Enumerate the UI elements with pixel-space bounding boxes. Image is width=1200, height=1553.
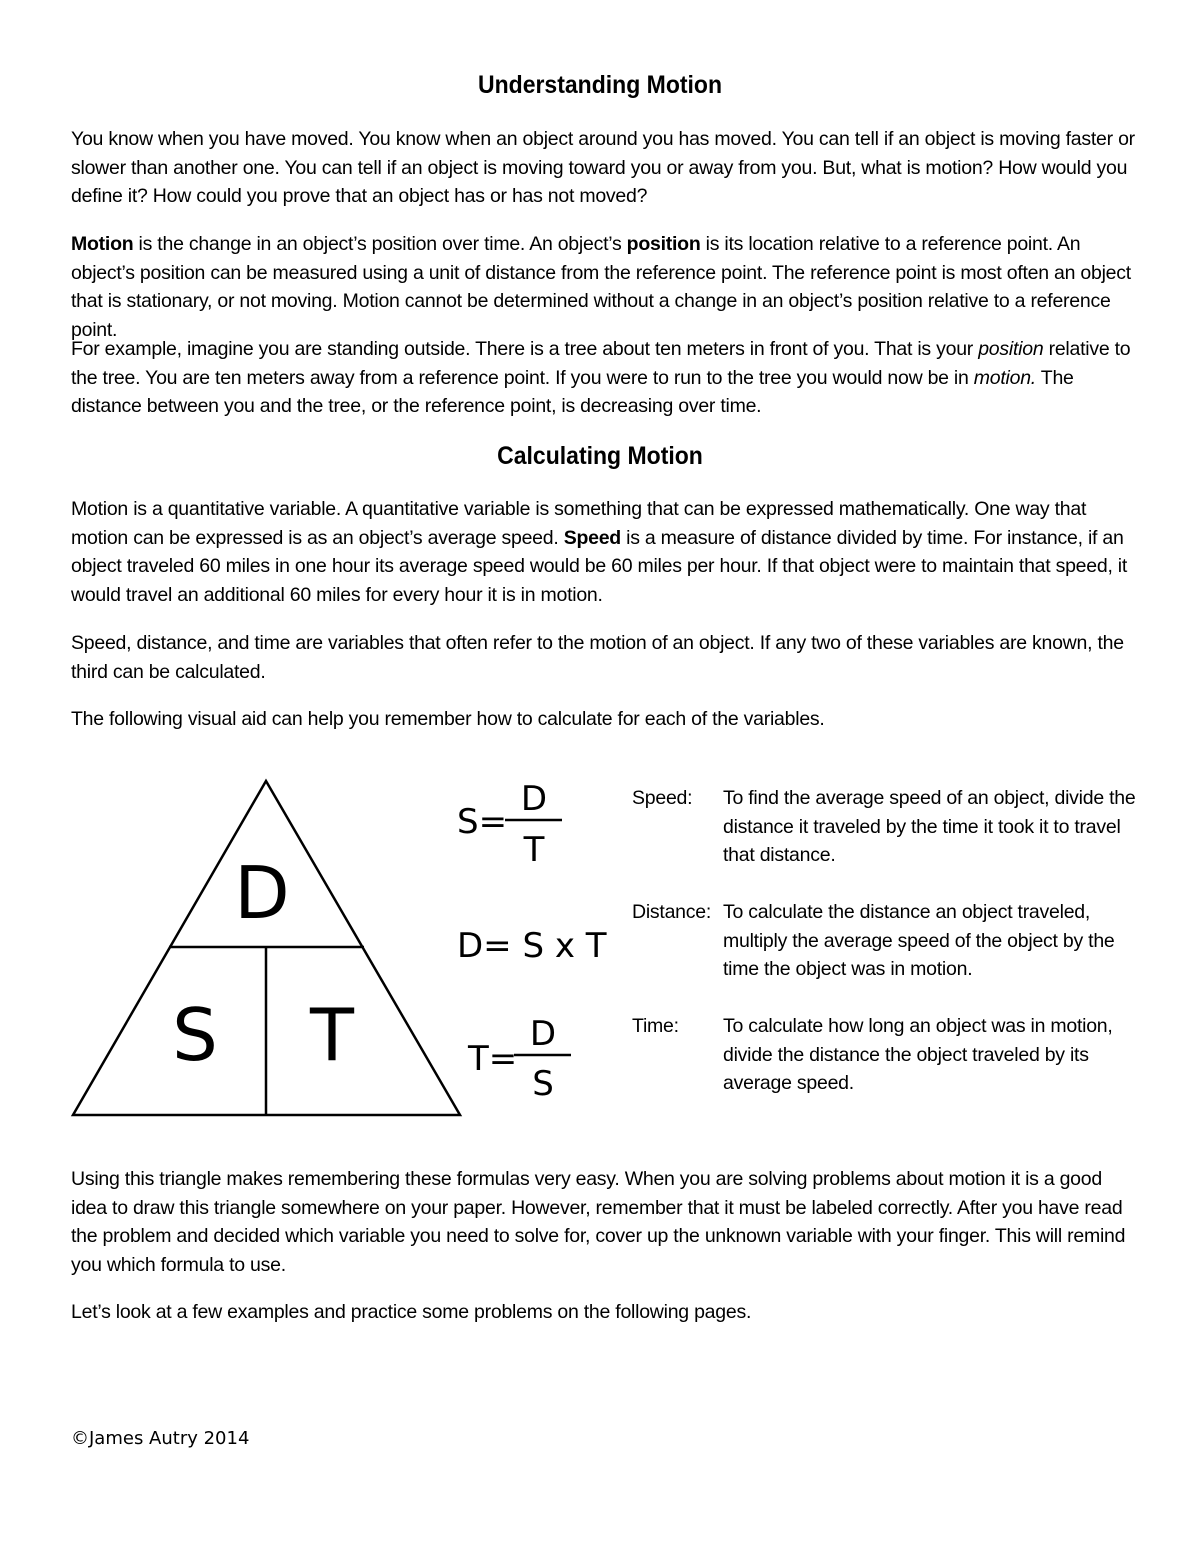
triangle-label-time: T (310, 993, 354, 1077)
dst-triangle-diagram (60, 770, 480, 1130)
svg-text:T=: T= (468, 1039, 518, 1079)
paragraph-using-triangle: Using this triangle makes remembering these formulas very easy. When you are solving problems about motion it is a good idea to draw this triangle somewhere on your paper. However, remember that it must be labeled correctly. After you have read the problem and decided which variable you need to solve for, cover up the unknown variable with your finger. This will remind you which formula to use. (71, 1168, 1126, 1276)
copyright-notice: ©James Autry 2014 (71, 1428, 250, 1449)
definition-term: Distance: (632, 901, 712, 923)
triangle-label-speed: S (172, 993, 218, 1077)
formula-time (467, 1014, 571, 1104)
paragraph-variables: Speed, distance, and time are variables that often refer to the motion of an object. If any two of these variables are known, the third can be calculated. (71, 632, 1124, 683)
triangle-label-distance: D (234, 851, 290, 935)
formulas (440, 770, 620, 1110)
svg-text:T: T (523, 830, 545, 870)
heading-calculating-motion: Calculating Motion (497, 442, 703, 470)
definition-text: To calculate how long an object was in motion, divide the distance the object traveled by its average speed. (723, 1015, 1113, 1095)
paragraph-example: For example, imagine you are standing outside. There is a tree about ten meters in front of you. That is your position relative to the tree. You are ten meters away from a reference point. If you were to run to the tree you would now be in motion. The distance between you and the tree, or the reference point, is decreasing over time. (71, 338, 1131, 418)
definition-text: To find the average speed of an object, divide the distance it traveled by the time it took it to travel that distance. (723, 787, 1136, 867)
formula-speed (457, 779, 562, 870)
paragraph-motion-definition: Motion is the change in an object’s position over time. An object’s position is its location relative to a reference point. An object’s position can be measured using a unit of distance from the reference point. The reference point is most often an object that is stationary, or not moving. Motion cannot be determined without a change in an object’s position relative to a reference point. (71, 233, 1131, 341)
term-motion: Motion (71, 233, 134, 255)
definition-text: To calculate the distance an object traveled, multiply the average speed of the object by the time the object was in motion. (723, 901, 1115, 981)
definition-time (632, 1012, 1152, 1098)
term-position: position (626, 233, 701, 255)
definition-term: Time: (632, 1015, 679, 1037)
term-speed: Speed (563, 526, 621, 549)
paragraph-intro: You know when you have moved. You know when an object around you has moved. You can tell if an object is moving faster or slower than another one. You can tell if an object is moving toward you or away from you. But, what is motion? How would you define it? How could you prove that an object has or has not moved? (71, 128, 1135, 208)
heading-understanding-motion: Understanding Motion (477, 71, 723, 99)
definition-term: Speed: (632, 787, 693, 809)
formula-distance: D= S x T (457, 926, 607, 966)
svg-text:S=: S= (457, 802, 508, 842)
svg-text:S: S (532, 1064, 554, 1104)
definition-distance (632, 898, 1152, 1012)
svg-text:D: D (529, 1014, 557, 1054)
definition-speed (632, 784, 1152, 898)
definition-list (632, 784, 1152, 1098)
paragraph-visual-aid-intro: The following visual aid can help you remember how to calculate for each of the variables. (71, 708, 825, 730)
paragraph-quantitative: Motion is a quantitative variable. A quantitative variable is something that can be expressed mathematically. One way that motion can be expressed is as an object’s average speed. Speed is a measure of distance divided by time. For instance, if an object traveled 60 miles in one hour its average speed would be 60 miles per hour. If that object were to maintain that speed, it would travel an additional 60 miles for every hour it is in motion. (71, 498, 1128, 606)
paragraph-next-pages: Let’s look at a few examples and practice some problems on the following pages. (71, 1301, 752, 1323)
svg-text:D: D (520, 779, 548, 819)
